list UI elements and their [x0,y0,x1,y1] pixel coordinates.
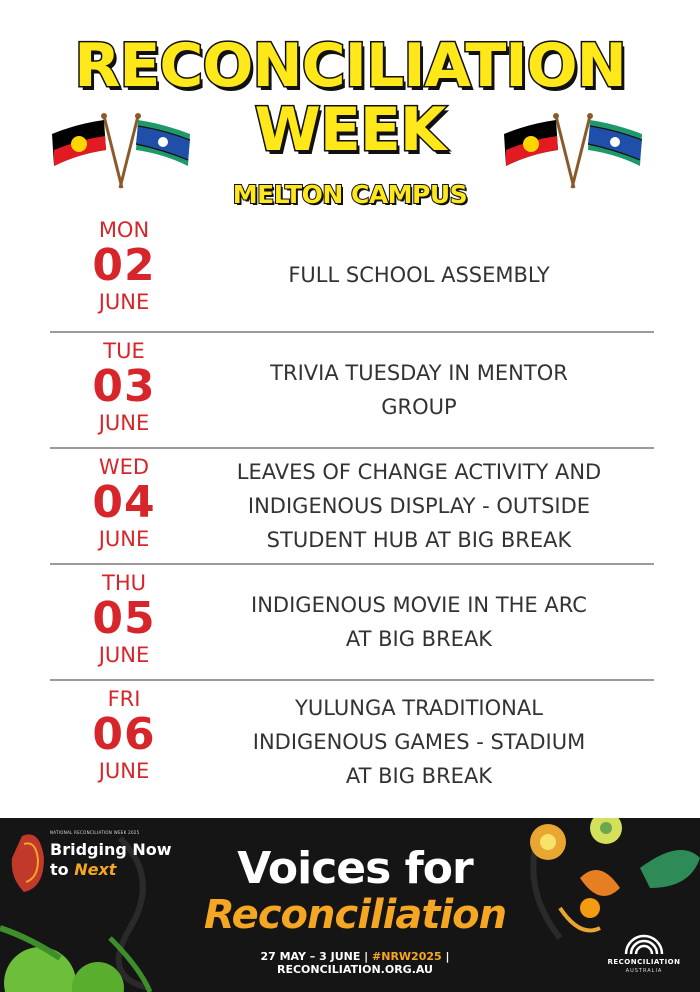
date-block [50,687,198,783]
torres-strait-islander-flag-icon [588,120,642,166]
hashtag: #NRW2025 [372,950,442,963]
month: JUNE [98,643,150,667]
event-text: LEAVES OF CHANGE ACTIVITY AND INDIGENOUS DISPLAY - OUTSIDE STUDENT HUB AT BIG BREAK [236,460,602,552]
aboriginal-flag-icon [504,120,558,166]
date-number: 02 [92,240,156,291]
day-of-week: THU [102,571,146,595]
title-line-1: RECONCILIATION [74,31,626,101]
reconciliation-heading: Reconciliation [203,892,507,938]
date-block [50,339,198,435]
to-next-text [50,860,116,879]
date-number: 06 [92,709,156,760]
event-dates-line [190,950,520,976]
event-text: FULL SCHOOL ASSEMBLY [288,262,550,287]
date-block [50,455,198,551]
banner-caption: NATIONAL RECONCILIATION WEEK 2025 [50,830,140,835]
logo-wordmark: RECONCILIATION [607,958,681,966]
date-block [50,218,198,314]
title-line-2: WEEK [254,95,446,165]
event-text: TRIVIA TUESDAY IN MENTOR GROUP [270,361,568,419]
voices-for-heading: Voices for [237,843,473,894]
website-text: | RECONCILIATION.ORG.AU [276,950,450,976]
schedule-row-mon [50,216,654,333]
campus-subtitle: MELTON CAMPUS [232,180,468,209]
date-number: 04 [92,477,156,528]
month: JUNE [98,527,150,551]
torres-strait-islander-flag-icon [136,120,190,166]
date-number: 03 [92,361,156,412]
day-of-week: FRI [107,687,141,711]
date-block [50,571,198,667]
aboriginal-flag-icon [52,120,106,166]
schedule-row-wed [50,449,654,565]
schedule-row-fri [50,681,654,797]
dates-text: 27 MAY – 3 JUNE | [260,950,373,963]
event-text: INDIGENOUS MOVIE IN THE ARC AT BIG BREAK [251,593,587,651]
day-of-week: WED [98,455,150,479]
schedule-row-tue [50,333,654,449]
bridging-now-text: Bridging Now [50,840,172,859]
event-text: YULUNGA TRADITIONAL INDIGENOUS GAMES - STADIUM AT BIG BREAK [252,696,586,788]
month: JUNE [98,411,150,435]
next-text: Next [74,860,117,879]
month: JUNE [98,759,150,783]
day-of-week: TUE [103,339,145,363]
schedule-row-thu [50,565,654,681]
date-number: 05 [92,593,156,644]
to-text: to [50,860,75,879]
month: JUNE [98,290,150,314]
logo-subtext: AUSTRALIA [625,968,663,974]
day-of-week: MON [98,218,150,242]
